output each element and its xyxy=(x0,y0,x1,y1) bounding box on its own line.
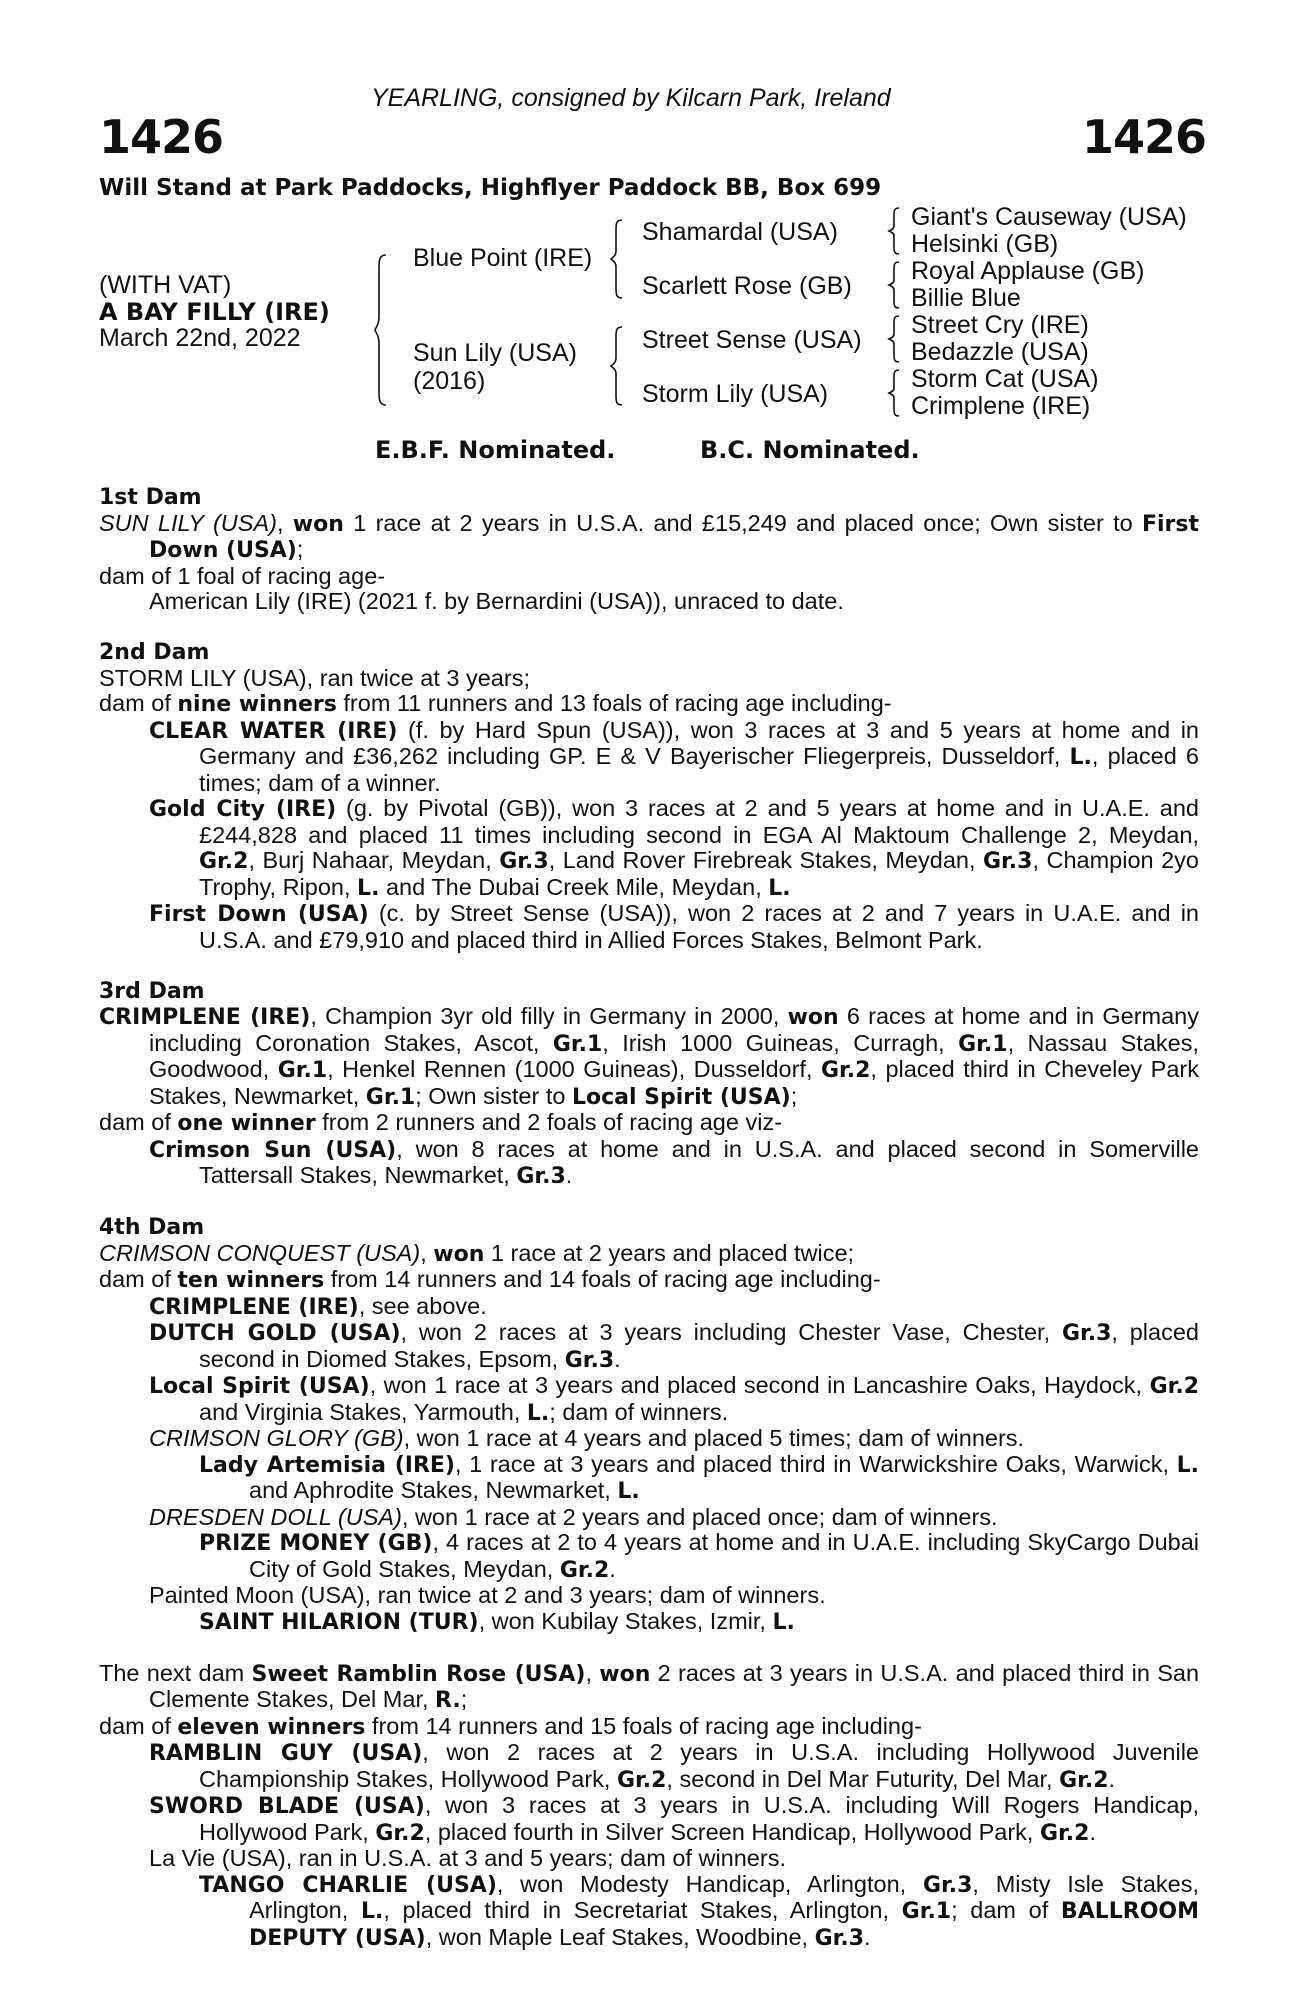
progeny-name: First Down (USA) xyxy=(149,902,369,927)
progeny-entry: Gold City (IRE) (g. by Pivotal (GB)), won 3 races at 2 and 5 years at home and in U.A.E. and £244,828 and placed 11 times including second in EGA Al Maktoum Challenge 2, Meydan, Gr.2, Burj Nahaar, Meydan, Gr.3, Land Rover Firebreak Stakes, Meydan, Gr.3, Champion 2yo Trophy, Ripon, L. and The Dubai Creek Mile, Meydan, L. xyxy=(149,795,1199,901)
grade-label: Gr.2 xyxy=(820,1058,871,1083)
winners-count: ten winners xyxy=(177,1268,325,1293)
first-dam-name: SUN LILY (USA) xyxy=(99,509,277,536)
dam-dam-dam: Crimplene (IRE) xyxy=(911,392,1091,420)
grade-label: Gr.3 xyxy=(1061,1321,1112,1346)
first-dam-heading: 1st Dam xyxy=(99,485,202,510)
progeny-name: Gold City (IRE) xyxy=(149,797,337,822)
progeny-name: PRIZE MONEY (GB) xyxy=(199,1531,433,1556)
progeny-entry: SWORD BLADE (USA), won 3 races at 3 years in U.S.A. including Will Rogers Handicap, Hollywood Park, Gr.2, placed fourth in Silver Screen Handicap, Hollywood Park, Gr.2. xyxy=(149,1792,1199,1846)
first-dam-record: SUN LILY (USA), won 1 race at 2 years in U.S.A. and £15,249 and placed once; Own sister to First Down (USA); xyxy=(99,509,1200,563)
bc-nomination: B.C. Nominated. xyxy=(700,436,920,464)
bracket-dd xyxy=(889,370,901,416)
fourth-dam-record: CRIMSON CONQUEST (USA), won 1 race at 2 years and placed twice; xyxy=(99,1239,855,1267)
sister-name: Local Spirit (USA) xyxy=(571,1084,791,1110)
progeny-name: SAINT HILARION (TUR) xyxy=(199,1609,479,1635)
lot-number-right: 1426 xyxy=(1082,110,1207,164)
next-dam-section xyxy=(99,1661,1199,1952)
progeny-name: CRIMPLENE (IRE) xyxy=(149,1294,359,1320)
fourth-dam-heading: 4th Dam xyxy=(99,1215,205,1240)
grade-label: Gr.2 xyxy=(199,849,249,874)
grade-label: Gr.2 xyxy=(1059,1767,1109,1793)
winners-count: nine winners xyxy=(177,692,337,717)
progeny-entry: Local Spirit (USA), won 1 race at 3 years and placed second in Lancashire Oaks, Haydock, Gr.2 and Virginia Stakes, Yarmouth, L.; dam of winners. xyxy=(149,1372,1199,1426)
grade-label: Gr.3 xyxy=(814,1925,865,1951)
progeny-entry: Crimson Sun (USA), won 8 races at home and in U.S.A. and placed second in Somerville Tattersall Stakes, Newmarket, Gr.3. xyxy=(149,1135,1199,1189)
grade-label: Gr.2 xyxy=(375,1820,425,1846)
progeny-entry: La Vie (USA), ran in U.S.A. at 3 and 5 years; dam of winners. xyxy=(149,1845,786,1871)
progeny-entry: CRIMSON GLORY (GB), won 1 race at 4 years and placed 5 times; dam of winners. xyxy=(149,1425,1025,1451)
family-body xyxy=(99,485,1199,1977)
bracket-main xyxy=(375,255,389,405)
grade-label: Gr.3 xyxy=(499,849,549,874)
dam-sire: Street Sense (USA) xyxy=(642,326,862,354)
grade-label: Gr.1 xyxy=(958,1031,1008,1057)
grade-label: L. xyxy=(526,1400,550,1426)
sire-dam: Scarlett Rose (GB) xyxy=(642,272,852,300)
sire-dam-sire: Royal Applause (GB) xyxy=(911,257,1145,285)
winners-count: eleven winners xyxy=(177,1714,366,1740)
third-dam-record: CRIMPLENE (IRE), Champion 3yr old filly in Germany in 2000, won 6 races at home and in Germany including Coronation Stakes, Ascot, Gr.1, Irish 1000 Guineas, Curragh, Gr.1, Nassau Stakes, Goodwood, Gr.1, Henkel Rennen (1000 Guineas), Dusseldorf, Gr.2, placed third in Cheveley Park Stakes, Newmarket, Gr.1; Own sister to Local Spirit (USA); xyxy=(99,1003,1200,1110)
grade-label: Gr.1 xyxy=(277,1058,328,1083)
dam-name: CRIMSON CONQUEST (USA) xyxy=(99,1239,421,1266)
progeny-name: Local Spirit (USA) xyxy=(149,1374,370,1399)
foals-summary: dam of nine winners from 11 runners and 13 foals of racing age including- xyxy=(99,690,892,717)
sister-name: First Down (USA) xyxy=(149,511,1200,563)
progeny-entry: CLEAR WATER (IRE) (f. by Hard Spun (USA)), won 3 races at 3 and 5 years at home and in Germany and £36,262 including GP. E & V Bayerischer Fliegerpreis, Dusseldorf, L., placed 6 times; dam of a winner. xyxy=(149,716,1200,796)
sire-sire-dam: Helsinki (GB) xyxy=(911,230,1059,258)
second-dam-section xyxy=(99,640,1199,953)
sire-dam-dam: Billie Blue xyxy=(911,284,1021,312)
foals-summary: dam of 1 foal of racing age- xyxy=(99,562,386,589)
progeny-entry: CRIMPLENE (IRE), see above. xyxy=(149,1292,487,1320)
won-label: won xyxy=(787,1005,839,1030)
ebf-nomination: E.B.F. Nominated. xyxy=(375,436,616,464)
fourth-dam-section xyxy=(99,1215,1199,1635)
sire-sire-sire: Giant's Causeway (USA) xyxy=(911,203,1187,231)
third-dam-section xyxy=(99,979,1199,1190)
progeny-name: SWORD BLADE (USA) xyxy=(149,1794,425,1819)
dam-name: Sun Lily (USA) xyxy=(413,339,577,367)
text: 1 race at 2 years in U.S.A. and £15,249 and placed once; Own sister to xyxy=(343,509,1142,536)
progeny-entry: SAINT HILARION (TUR), won Kubilay Stakes, Izmir, L. xyxy=(199,1607,795,1635)
next-dam-record: The next dam Sweet Ramblin Rose (USA), won 2 races at 3 years in U.S.A. and placed third in San Clemente Stakes, Del Mar, R.; xyxy=(99,1659,1200,1713)
progeny-entry: DUTCH GOLD (USA), won 2 races at 3 years including Chester Vase, Chester, Gr.3, placed second in Diomed Stakes, Epsom, Gr.3. xyxy=(149,1319,1199,1373)
won-label: won xyxy=(292,511,344,537)
progeny-entry: First Down (USA) (c. by Street Sense (USA)), won 2 races at 2 and 7 years in U.A.E. and in U.S.A. and £79,910 and placed third in Allied Forces Stakes, Belmont Park. xyxy=(149,900,1200,953)
consignor-subtitle: YEARLING, consigned by Kilcarn Park, Ireland xyxy=(371,84,891,112)
grade-label: R. xyxy=(435,1688,461,1713)
grade-label: Gr.2 xyxy=(559,1557,610,1583)
foaling-date: March 22nd, 2022 xyxy=(99,324,301,352)
progeny-name: CRIMSON GLORY (GB) xyxy=(149,1425,404,1451)
progeny-name: Crimson Sun (USA) xyxy=(149,1137,397,1163)
grade-label: Gr.1 xyxy=(901,1899,952,1924)
grade-label: Gr.3 xyxy=(922,1872,973,1898)
progeny-entry: RAMBLIN GUY (USA), won 2 races at 2 years in U.S.A. including Hollywood Juvenile Championship Stakes, Hollywood Park, Gr.2, second in Del Mar Futurity, Del Mar, Gr.2. xyxy=(149,1739,1199,1793)
won-label: won xyxy=(433,1241,485,1267)
progeny-entry: DRESDEN DOLL (USA), won 1 race at 2 years and placed once; dam of winners. xyxy=(149,1503,998,1530)
progeny-name: DRESDEN DOLL (USA) xyxy=(149,1503,402,1530)
grade-label: L. xyxy=(357,875,380,901)
progeny-entry: American Lily (IRE) (2021 f. by Bernardini (USA)), unraced to date. xyxy=(149,588,844,614)
won-label: won xyxy=(599,1661,651,1687)
grade-label: L. xyxy=(1069,745,1092,770)
progeny-name: BALLROOM DEPUTY (USA) xyxy=(249,1899,1199,1951)
progeny-name: Lady Artemisia (IRE) xyxy=(199,1452,455,1478)
progeny-entry: Painted Moon (USA), ran twice at 2 and 3 years; dam of winners. xyxy=(149,1582,826,1608)
second-dam-record: STORM LILY (USA), ran twice at 3 years; xyxy=(99,664,530,691)
bracket-ss xyxy=(889,208,901,254)
progeny-name: RAMBLIN GUY (USA) xyxy=(149,1741,423,1766)
dam-sire-sire: Street Cry (IRE) xyxy=(911,311,1089,339)
dam-dam: Storm Lily (USA) xyxy=(642,380,829,408)
winners-count: one winner xyxy=(177,1111,316,1136)
dam-name: CRIMPLENE (IRE) xyxy=(99,1005,311,1030)
second-dam-heading: 2nd Dam xyxy=(99,640,210,665)
foals-summary: dam of one winner from 2 runners and 2 foals of racing age viz- xyxy=(99,1109,783,1136)
grade-label: Gr.1 xyxy=(365,1084,416,1110)
grade-label: Gr.2 xyxy=(616,1767,667,1793)
grade-label: Gr.3 xyxy=(983,849,1033,874)
progeny-entry: PRIZE MONEY (GB), 4 races at 2 to 4 years at home and in U.A.E. including SkyCargo Dubai City of Gold Stakes, Meydan, Gr.2. xyxy=(199,1529,1199,1583)
sire-name: Blue Point (IRE) xyxy=(413,244,593,272)
bracket-dam xyxy=(611,327,625,405)
third-dam-heading: 3rd Dam xyxy=(99,978,205,1004)
foals-summary: dam of eleven winners from 14 runners and 15 foals of racing age including- xyxy=(99,1712,922,1740)
grade-label: L. xyxy=(768,875,791,901)
lot-number-left: 1426 xyxy=(99,110,224,164)
dam-sire-dam: Bedazzle (USA) xyxy=(911,338,1089,366)
grade-label: Gr.2 xyxy=(1149,1374,1199,1399)
bracket-sire xyxy=(611,220,625,298)
progeny-entry: Lady Artemisia (IRE), 1 race at 3 years and placed third in Warwickshire Oaks, Warwick, L. and Aphrodite Stakes, Newmarket, L. xyxy=(199,1450,1200,1504)
first-dam-section xyxy=(99,485,1199,615)
grade-label: L. xyxy=(1176,1452,1200,1478)
progeny-name: DUTCH GOLD (USA) xyxy=(149,1321,401,1346)
dam-dam-sire: Storm Cat (USA) xyxy=(911,365,1099,393)
bracket-ds xyxy=(889,316,901,362)
dam-name: Sweet Ramblin Rose (USA) xyxy=(251,1661,586,1687)
foals-summary: dam of ten winners from 14 runners and 14 foals of racing age including- xyxy=(99,1266,881,1293)
grade-label: Gr.2 xyxy=(1040,1820,1090,1846)
bracket-sd xyxy=(889,262,901,308)
horse-name: A BAY FILLY (IRE) xyxy=(99,298,330,326)
grade-label: L. xyxy=(772,1609,795,1635)
progeny-name: TANGO CHARLIE (USA) xyxy=(199,1872,497,1898)
grade-label: Gr.3 xyxy=(564,1347,615,1373)
grade-label: Gr.1 xyxy=(552,1031,603,1057)
vat-note: (WITH VAT) xyxy=(99,271,232,299)
progeny-entry: TANGO CHARLIE (USA), won Modesty Handicap, Arlington, Gr.3, Misty Isle Stakes, Arlington, L., placed third in Secretariat Stakes, Arlington, Gr.1; dam of BALLROOM DEPUTY (USA), won Maple Leaf Stakes, Woodbine, Gr.3. xyxy=(199,1870,1199,1951)
dam-year: (2016) xyxy=(413,367,486,395)
stand-location: Will Stand at Park Paddocks, Highflyer Paddock BB, Box 699 xyxy=(99,175,882,201)
progeny-name: CLEAR WATER (IRE) xyxy=(149,718,398,744)
sire-sire: Shamardal (USA) xyxy=(642,218,838,246)
grade-label: Gr.3 xyxy=(516,1164,566,1189)
grade-label: L. xyxy=(617,1479,640,1504)
grade-label: L. xyxy=(360,1899,384,1924)
